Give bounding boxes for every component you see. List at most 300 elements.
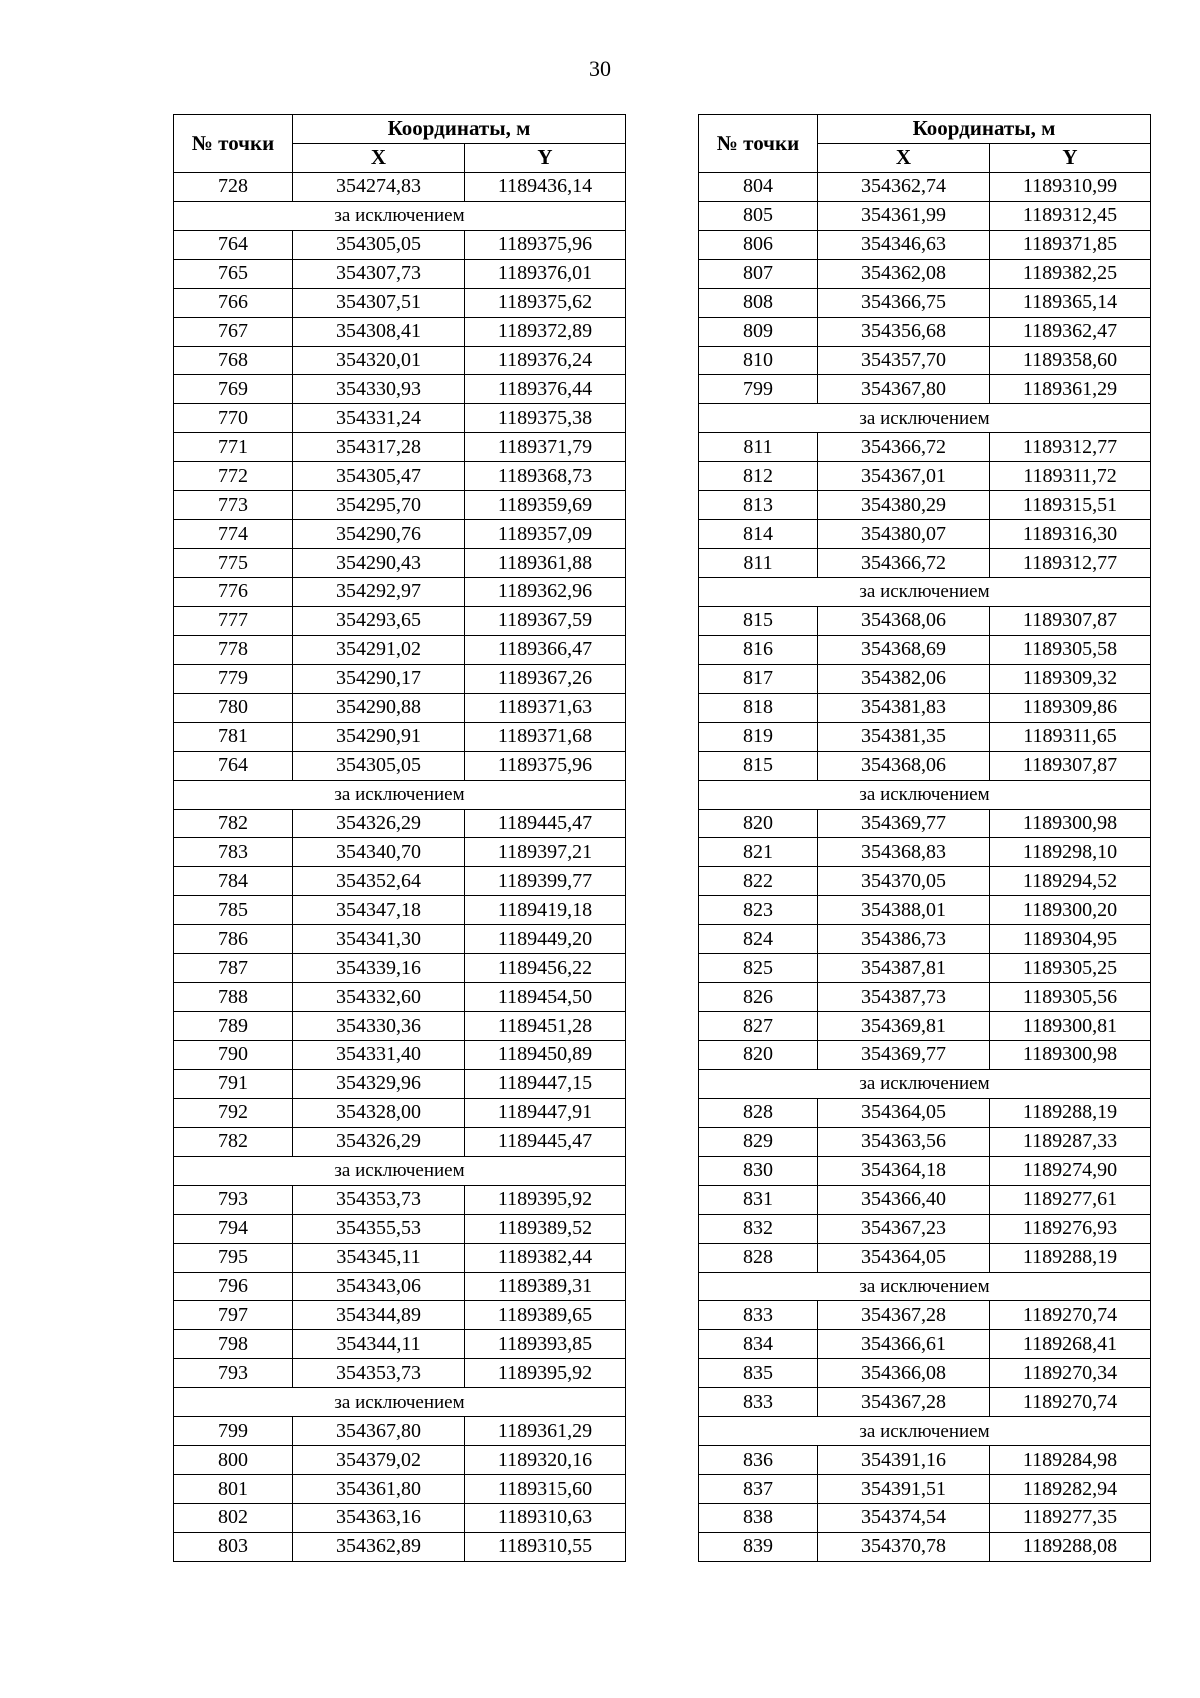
table-row: [174, 896, 626, 925]
x-coordinate-cell: 354381,35: [818, 722, 990, 751]
y-coordinate-cell: 1189368,73: [465, 462, 626, 491]
point-number-cell: 818: [699, 693, 818, 722]
x-coordinate-cell: 354369,81: [818, 1012, 990, 1041]
point-number-cell: 772: [174, 462, 293, 491]
table-row: [174, 1301, 626, 1330]
x-coordinate-cell: 354367,80: [293, 1417, 465, 1446]
point-number-cell: 814: [699, 520, 818, 549]
y-coordinate-cell: 1189375,96: [465, 230, 626, 259]
x-coordinate-cell: 354364,05: [818, 1098, 990, 1127]
x-coordinate-cell: 354366,40: [818, 1185, 990, 1214]
x-coordinate-cell: 354387,73: [818, 983, 990, 1012]
exclusion-note: за исключением: [699, 1069, 1151, 1098]
x-coordinate-cell: 354366,72: [818, 433, 990, 462]
y-coordinate-cell: 1189376,24: [465, 346, 626, 375]
table-row: [174, 1127, 626, 1156]
x-coordinate-cell: 354367,28: [818, 1301, 990, 1330]
x-coordinate-cell: 354379,02: [293, 1446, 465, 1475]
point-number-cell: 783: [174, 838, 293, 867]
point-number-cell: 782: [174, 809, 293, 838]
point-number-cell: 839: [699, 1532, 818, 1561]
x-coordinate-cell: 354368,83: [818, 838, 990, 867]
table-row: [699, 549, 1151, 578]
x-coordinate-cell: 354368,06: [818, 606, 990, 635]
point-number-cell: 785: [174, 896, 293, 925]
y-coordinate-cell: 1189382,44: [465, 1243, 626, 1272]
x-coordinate-cell: 354339,16: [293, 954, 465, 983]
y-coordinate-cell: 1189305,56: [990, 983, 1151, 1012]
x-header: X: [818, 143, 990, 172]
point-number-cell: 792: [174, 1098, 293, 1127]
point-number-cell: 780: [174, 693, 293, 722]
coordinates-table-left: [173, 114, 626, 1562]
table-row: [174, 288, 626, 317]
x-coordinate-cell: 354352,64: [293, 867, 465, 896]
point-number-cell: 820: [699, 1041, 818, 1070]
x-coordinate-cell: 354370,78: [818, 1532, 990, 1561]
x-coordinate-cell: 354369,77: [818, 1041, 990, 1070]
point-number-cell: 820: [699, 809, 818, 838]
point-number-cell: 796: [174, 1272, 293, 1301]
y-coordinate-cell: 1189449,20: [465, 925, 626, 954]
y-coordinate-cell: 1189382,25: [990, 259, 1151, 288]
table-row: [699, 201, 1151, 230]
point-number-cell: 826: [699, 983, 818, 1012]
y-coordinate-cell: 1189451,28: [465, 1012, 626, 1041]
x-coordinate-cell: 354388,01: [818, 896, 990, 925]
table-row: [699, 1388, 1151, 1417]
y-coordinate-cell: 1189359,69: [465, 491, 626, 520]
x-coordinate-cell: 354330,36: [293, 1012, 465, 1041]
point-number-cell: 786: [174, 925, 293, 954]
table-row: [174, 1532, 626, 1561]
y-coordinate-cell: 1189305,25: [990, 954, 1151, 983]
y-coordinate-cell: 1189361,29: [990, 375, 1151, 404]
point-number-cell: 770: [174, 404, 293, 433]
x-coordinate-cell: 354381,83: [818, 693, 990, 722]
point-number-cell: 835: [699, 1359, 818, 1388]
table-body: [699, 172, 1151, 1561]
x-coordinate-cell: 354290,43: [293, 549, 465, 578]
table-row: [699, 288, 1151, 317]
x-coordinate-cell: 354344,11: [293, 1330, 465, 1359]
y-coordinate-cell: 1189367,59: [465, 606, 626, 635]
point-number-header: № точки: [699, 115, 818, 173]
coordinates-table-right: [698, 114, 1151, 1562]
point-number-cell: 830: [699, 1156, 818, 1185]
x-coordinate-cell: 354308,41: [293, 317, 465, 346]
x-coordinate-cell: 354391,51: [818, 1475, 990, 1504]
table-row: [174, 491, 626, 520]
y-coordinate-cell: 1189397,21: [465, 838, 626, 867]
x-coordinate-cell: 354341,30: [293, 925, 465, 954]
table-row: [174, 433, 626, 462]
exclusion-note: за исключением: [174, 201, 626, 230]
y-coordinate-cell: 1189366,47: [465, 635, 626, 664]
y-coordinate-cell: 1189282,94: [990, 1475, 1151, 1504]
exclusion-note: за исключением: [699, 578, 1151, 607]
table-row: [174, 925, 626, 954]
point-number-cell: 821: [699, 838, 818, 867]
point-number-cell: 771: [174, 433, 293, 462]
table-row: [699, 664, 1151, 693]
table-row: [699, 1532, 1151, 1561]
y-coordinate-cell: 1189310,99: [990, 172, 1151, 201]
table-row: [174, 1359, 626, 1388]
table-row: [174, 1041, 626, 1070]
x-coordinate-cell: 354330,93: [293, 375, 465, 404]
x-coordinate-cell: 354380,29: [818, 491, 990, 520]
exclusion-row: [699, 1069, 1151, 1098]
y-coordinate-cell: 1189288,19: [990, 1098, 1151, 1127]
y-coordinate-cell: 1189376,01: [465, 259, 626, 288]
table-row: [174, 664, 626, 693]
x-coordinate-cell: 354361,80: [293, 1475, 465, 1504]
x-coordinate-cell: 354345,11: [293, 1243, 465, 1272]
point-number-cell: 829: [699, 1127, 818, 1156]
point-number-cell: 784: [174, 867, 293, 896]
x-coordinate-cell: 354353,73: [293, 1359, 465, 1388]
point-number-cell: 816: [699, 635, 818, 664]
x-coordinate-cell: 354305,47: [293, 462, 465, 491]
exclusion-row: [174, 201, 626, 230]
y-coordinate-cell: 1189276,93: [990, 1214, 1151, 1243]
x-coordinate-cell: 354346,63: [818, 230, 990, 259]
point-number-cell: 788: [174, 983, 293, 1012]
table-row: [174, 1185, 626, 1214]
table-row: [174, 230, 626, 259]
point-number-cell: 767: [174, 317, 293, 346]
table-row: [699, 635, 1151, 664]
y-coordinate-cell: 1189375,38: [465, 404, 626, 433]
y-coordinate-cell: 1189277,61: [990, 1185, 1151, 1214]
table-row: [699, 983, 1151, 1012]
table-row: [699, 1156, 1151, 1185]
x-coordinate-cell: 354363,56: [818, 1127, 990, 1156]
x-coordinate-cell: 354366,72: [818, 549, 990, 578]
y-coordinate-cell: 1189270,74: [990, 1301, 1151, 1330]
y-coordinate-cell: 1189371,68: [465, 722, 626, 751]
point-number-cell: 800: [174, 1446, 293, 1475]
point-number-cell: 822: [699, 867, 818, 896]
y-coordinate-cell: 1189268,41: [990, 1330, 1151, 1359]
table-row: [699, 809, 1151, 838]
point-number-header: № точки: [174, 115, 293, 173]
table-row: [174, 404, 626, 433]
point-number-cell: 811: [699, 433, 818, 462]
table-row: [174, 635, 626, 664]
x-coordinate-cell: 354380,07: [818, 520, 990, 549]
table-row: [174, 375, 626, 404]
y-coordinate-cell: 1189300,20: [990, 896, 1151, 925]
y-coordinate-cell: 1189419,18: [465, 896, 626, 925]
y-coordinate-cell: 1189309,32: [990, 664, 1151, 693]
exclusion-row: [174, 1156, 626, 1185]
y-coordinate-cell: 1189307,87: [990, 751, 1151, 780]
point-number-cell: 794: [174, 1214, 293, 1243]
point-number-cell: 828: [699, 1243, 818, 1272]
y-coordinate-cell: 1189274,90: [990, 1156, 1151, 1185]
point-number-cell: 769: [174, 375, 293, 404]
y-coordinate-cell: 1189309,86: [990, 693, 1151, 722]
point-number-cell: 836: [699, 1446, 818, 1475]
x-coordinate-cell: 354369,77: [818, 809, 990, 838]
exclusion-note: за исключением: [699, 1417, 1151, 1446]
y-coordinate-cell: 1189376,44: [465, 375, 626, 404]
point-number-cell: 797: [174, 1301, 293, 1330]
x-coordinate-cell: 354326,29: [293, 1127, 465, 1156]
table-row: [699, 259, 1151, 288]
x-coordinate-cell: 354364,05: [818, 1243, 990, 1272]
y-coordinate-cell: 1189312,77: [990, 433, 1151, 462]
point-number-cell: 799: [174, 1417, 293, 1446]
table-header-row: [174, 115, 626, 144]
exclusion-note: за исключением: [699, 404, 1151, 433]
table-row: [699, 1504, 1151, 1533]
point-number-cell: 768: [174, 346, 293, 375]
point-number-cell: 837: [699, 1475, 818, 1504]
exclusion-note: за исключением: [174, 780, 626, 809]
y-coordinate-cell: 1189395,92: [465, 1359, 626, 1388]
table-row: [174, 1446, 626, 1475]
x-coordinate-cell: 354353,73: [293, 1185, 465, 1214]
y-coordinate-cell: 1189362,96: [465, 578, 626, 607]
point-number-cell: 828: [699, 1098, 818, 1127]
table-row: [699, 433, 1151, 462]
x-coordinate-cell: 354362,89: [293, 1532, 465, 1561]
table-row: [699, 867, 1151, 896]
y-coordinate-cell: 1189375,96: [465, 751, 626, 780]
x-coordinate-cell: 354370,05: [818, 867, 990, 896]
table-row: [699, 1127, 1151, 1156]
y-coordinate-cell: 1189310,63: [465, 1504, 626, 1533]
point-number-cell: 812: [699, 462, 818, 491]
x-coordinate-cell: 354292,97: [293, 578, 465, 607]
x-coordinate-cell: 354367,80: [818, 375, 990, 404]
x-coordinate-cell: 354356,68: [818, 317, 990, 346]
point-number-cell: 815: [699, 751, 818, 780]
x-coordinate-cell: 354368,69: [818, 635, 990, 664]
y-coordinate-cell: 1189287,33: [990, 1127, 1151, 1156]
x-coordinate-cell: 354363,16: [293, 1504, 465, 1533]
x-coordinate-cell: 354367,01: [818, 462, 990, 491]
x-coordinate-cell: 354305,05: [293, 751, 465, 780]
y-coordinate-cell: 1189312,77: [990, 549, 1151, 578]
x-coordinate-cell: 354361,99: [818, 201, 990, 230]
table-row: [174, 983, 626, 1012]
exclusion-row: [174, 1388, 626, 1417]
y-coordinate-cell: 1189393,85: [465, 1330, 626, 1359]
point-number-cell: 804: [699, 172, 818, 201]
x-coordinate-cell: 354332,60: [293, 983, 465, 1012]
point-number-cell: 795: [174, 1243, 293, 1272]
y-coordinate-cell: 1189372,89: [465, 317, 626, 346]
y-coordinate-cell: 1189361,29: [465, 1417, 626, 1446]
x-coordinate-cell: 354291,02: [293, 635, 465, 664]
point-number-cell: 781: [174, 722, 293, 751]
y-coordinate-cell: 1189399,77: [465, 867, 626, 896]
table-row: [699, 1446, 1151, 1475]
x-coordinate-cell: 354328,00: [293, 1098, 465, 1127]
coordinates-header: Координаты, м: [818, 115, 1151, 144]
x-coordinate-cell: 354391,16: [818, 1446, 990, 1475]
x-coordinate-cell: 354307,51: [293, 288, 465, 317]
point-number-cell: 817: [699, 664, 818, 693]
y-coordinate-cell: 1189315,51: [990, 491, 1151, 520]
page-number: 30: [589, 56, 611, 81]
y-coordinate-cell: 1189315,60: [465, 1475, 626, 1504]
x-coordinate-cell: 354293,65: [293, 606, 465, 635]
table-row: [699, 1098, 1151, 1127]
point-number-cell: 819: [699, 722, 818, 751]
x-coordinate-cell: 354307,73: [293, 259, 465, 288]
x-coordinate-cell: 354344,89: [293, 1301, 465, 1330]
point-number-cell: 813: [699, 491, 818, 520]
y-coordinate-cell: 1189288,08: [990, 1532, 1151, 1561]
table-row: [174, 1069, 626, 1098]
y-coordinate-cell: 1189371,79: [465, 433, 626, 462]
x-coordinate-cell: 354317,28: [293, 433, 465, 462]
y-coordinate-cell: 1189375,62: [465, 288, 626, 317]
point-number-cell: 793: [174, 1359, 293, 1388]
table-row: [699, 1359, 1151, 1388]
table-row: [699, 172, 1151, 201]
point-number-cell: 778: [174, 635, 293, 664]
table-row: [174, 1098, 626, 1127]
x-coordinate-cell: 354386,73: [818, 925, 990, 954]
y-coordinate-cell: 1189357,09: [465, 520, 626, 549]
table-row: [174, 1475, 626, 1504]
exclusion-note: за исключением: [699, 780, 1151, 809]
table-row: [699, 317, 1151, 346]
table-row: [699, 375, 1151, 404]
x-coordinate-cell: 354367,23: [818, 1214, 990, 1243]
point-number-cell: 815: [699, 606, 818, 635]
y-header: Y: [990, 143, 1151, 172]
table-row: [699, 462, 1151, 491]
table-row: [174, 751, 626, 780]
table-row: [699, 954, 1151, 983]
point-number-cell: 789: [174, 1012, 293, 1041]
point-number-cell: 807: [699, 259, 818, 288]
y-coordinate-cell: 1189284,98: [990, 1446, 1151, 1475]
x-coordinate-cell: 354367,28: [818, 1388, 990, 1417]
y-coordinate-cell: 1189389,65: [465, 1301, 626, 1330]
table-row: [174, 606, 626, 635]
y-coordinate-cell: 1189288,19: [990, 1243, 1151, 1272]
x-coordinate-cell: 354362,08: [818, 259, 990, 288]
x-coordinate-cell: 354382,06: [818, 664, 990, 693]
table-row: [174, 172, 626, 201]
x-coordinate-cell: 354274,83: [293, 172, 465, 201]
y-coordinate-cell: 1189312,45: [990, 201, 1151, 230]
point-number-cell: 779: [174, 664, 293, 693]
exclusion-note: за исключением: [174, 1156, 626, 1185]
y-coordinate-cell: 1189367,26: [465, 664, 626, 693]
table-row: [174, 346, 626, 375]
y-header: Y: [465, 143, 626, 172]
y-coordinate-cell: 1189316,30: [990, 520, 1151, 549]
point-number-cell: 805: [699, 201, 818, 230]
point-number-cell: 825: [699, 954, 818, 983]
y-coordinate-cell: 1189362,47: [990, 317, 1151, 346]
y-coordinate-cell: 1189305,58: [990, 635, 1151, 664]
y-coordinate-cell: 1189320,16: [465, 1446, 626, 1475]
point-number-cell: 827: [699, 1012, 818, 1041]
point-number-cell: 766: [174, 288, 293, 317]
x-coordinate-cell: 354331,40: [293, 1041, 465, 1070]
table-row: [174, 1330, 626, 1359]
exclusion-row: [174, 780, 626, 809]
y-coordinate-cell: 1189361,88: [465, 549, 626, 578]
y-coordinate-cell: 1189298,10: [990, 838, 1151, 867]
point-number-cell: 777: [174, 606, 293, 635]
point-number-cell: 803: [174, 1532, 293, 1561]
point-number-cell: 833: [699, 1388, 818, 1417]
point-number-cell: 806: [699, 230, 818, 259]
x-coordinate-cell: 354366,08: [818, 1359, 990, 1388]
point-number-cell: 787: [174, 954, 293, 983]
table-row: [174, 1214, 626, 1243]
point-number-cell: 764: [174, 230, 293, 259]
x-coordinate-cell: 354340,70: [293, 838, 465, 867]
x-coordinate-cell: 354295,70: [293, 491, 465, 520]
point-number-cell: 808: [699, 288, 818, 317]
y-coordinate-cell: 1189270,34: [990, 1359, 1151, 1388]
table-row: [174, 838, 626, 867]
table-row: [174, 462, 626, 491]
table-row: [174, 520, 626, 549]
table-row: [699, 520, 1151, 549]
point-number-cell: 793: [174, 1185, 293, 1214]
table-row: [699, 751, 1151, 780]
x-coordinate-cell: 354366,61: [818, 1330, 990, 1359]
table-row: [174, 1417, 626, 1446]
x-coordinate-cell: 354329,96: [293, 1069, 465, 1098]
x-coordinate-cell: 354347,18: [293, 896, 465, 925]
point-number-cell: 776: [174, 578, 293, 607]
point-number-cell: 833: [699, 1301, 818, 1330]
x-coordinate-cell: 354355,53: [293, 1214, 465, 1243]
exclusion-row: [699, 404, 1151, 433]
y-coordinate-cell: 1189300,98: [990, 1041, 1151, 1070]
x-coordinate-cell: 354368,06: [818, 751, 990, 780]
point-number-cell: 728: [174, 172, 293, 201]
point-number-cell: 834: [699, 1330, 818, 1359]
y-coordinate-cell: 1189277,35: [990, 1504, 1151, 1533]
y-coordinate-cell: 1189371,63: [465, 693, 626, 722]
y-coordinate-cell: 1189454,50: [465, 983, 626, 1012]
table-row: [174, 954, 626, 983]
table-row: [174, 578, 626, 607]
point-number-cell: 782: [174, 1127, 293, 1156]
table-body: [174, 172, 626, 1561]
y-coordinate-cell: 1189447,91: [465, 1098, 626, 1127]
x-coordinate-cell: 354362,74: [818, 172, 990, 201]
point-number-cell: 798: [174, 1330, 293, 1359]
y-coordinate-cell: 1189389,52: [465, 1214, 626, 1243]
y-coordinate-cell: 1189447,15: [465, 1069, 626, 1098]
table-row: [174, 549, 626, 578]
x-coordinate-cell: 354320,01: [293, 346, 465, 375]
point-number-cell: 809: [699, 317, 818, 346]
x-coordinate-cell: 354357,70: [818, 346, 990, 375]
point-number-cell: 799: [699, 375, 818, 404]
y-coordinate-cell: 1189294,52: [990, 867, 1151, 896]
y-coordinate-cell: 1189300,98: [990, 809, 1151, 838]
exclusion-row: [699, 1272, 1151, 1301]
table-row: [699, 1214, 1151, 1243]
